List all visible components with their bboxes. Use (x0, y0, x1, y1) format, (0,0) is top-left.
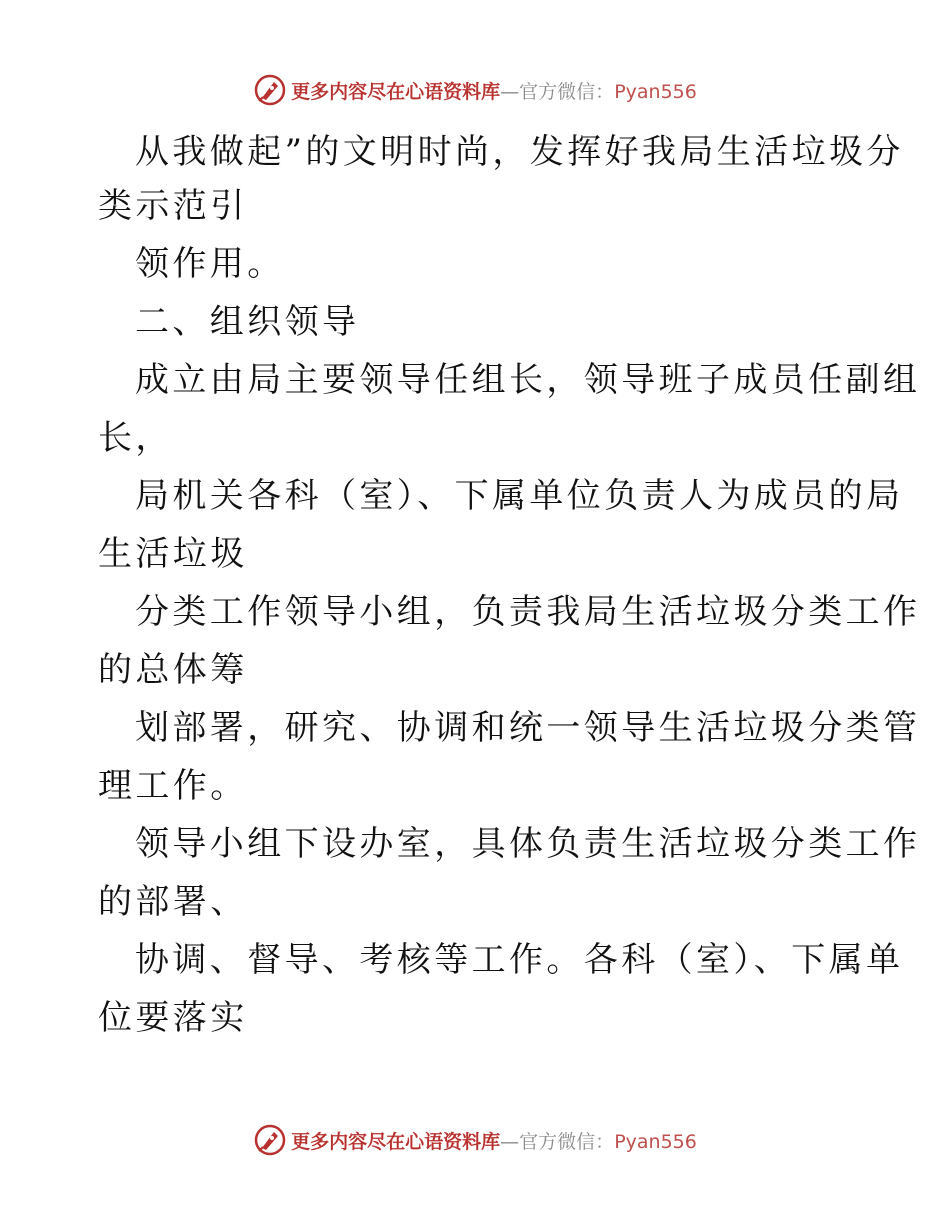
watermark-text (291, 77, 697, 104)
body-line: 类示范引 (98, 186, 248, 226)
watermark-id: Pyan556 (614, 1130, 697, 1153)
body-line: 领导小组下设办室，具体负责生活垃圾分类工作 (135, 824, 921, 864)
watermark-label: 官方微信： (519, 80, 615, 103)
watermark-text (291, 1127, 697, 1154)
header-watermark (0, 70, 950, 110)
body-line: 从我做起”的文明时尚，发挥好我局生活垃圾分 (135, 132, 904, 172)
body-line: 成立由局主要领导任组长，领导班子成员任副组 (135, 360, 921, 400)
watermark-dash: — (500, 1130, 520, 1153)
watermark-site-text: 更多内容尽在心语资料库 (291, 80, 501, 103)
footer-watermark (0, 1120, 950, 1160)
body-line: 领作用。 (135, 244, 285, 284)
watermark-label: 官方微信： (519, 1130, 615, 1153)
body-line: 协调、督导、考核等工作。各科（室）、下属单 (135, 940, 904, 980)
body-line: 位要落实 (98, 998, 248, 1038)
body-line: 长， (98, 418, 173, 458)
body-line: 分类工作领导小组，负责我局生活垃圾分类工作 (135, 592, 921, 632)
body-line: 生活垃圾 (98, 534, 248, 574)
watermark-id: Pyan556 (614, 80, 697, 103)
pen-nib-circle-icon (253, 1123, 287, 1157)
pen-nib-circle-icon (253, 73, 287, 107)
watermark-group (253, 73, 697, 107)
body-line: 局机关各科（室）、下属单位负责人为成员的局 (135, 476, 904, 516)
body-line: 划部署，研究、协调和统一领导生活垃圾分类管 (135, 708, 921, 748)
body-line: 的总体筹 (98, 650, 248, 690)
body-line: 的部署、 (98, 882, 248, 922)
watermark-site-text: 更多内容尽在心语资料库 (291, 1130, 501, 1153)
body-line: 理工作。 (98, 766, 248, 806)
section-heading: 二、组织领导 (135, 302, 360, 342)
watermark-group (253, 1123, 697, 1157)
watermark-dash: — (500, 80, 520, 103)
